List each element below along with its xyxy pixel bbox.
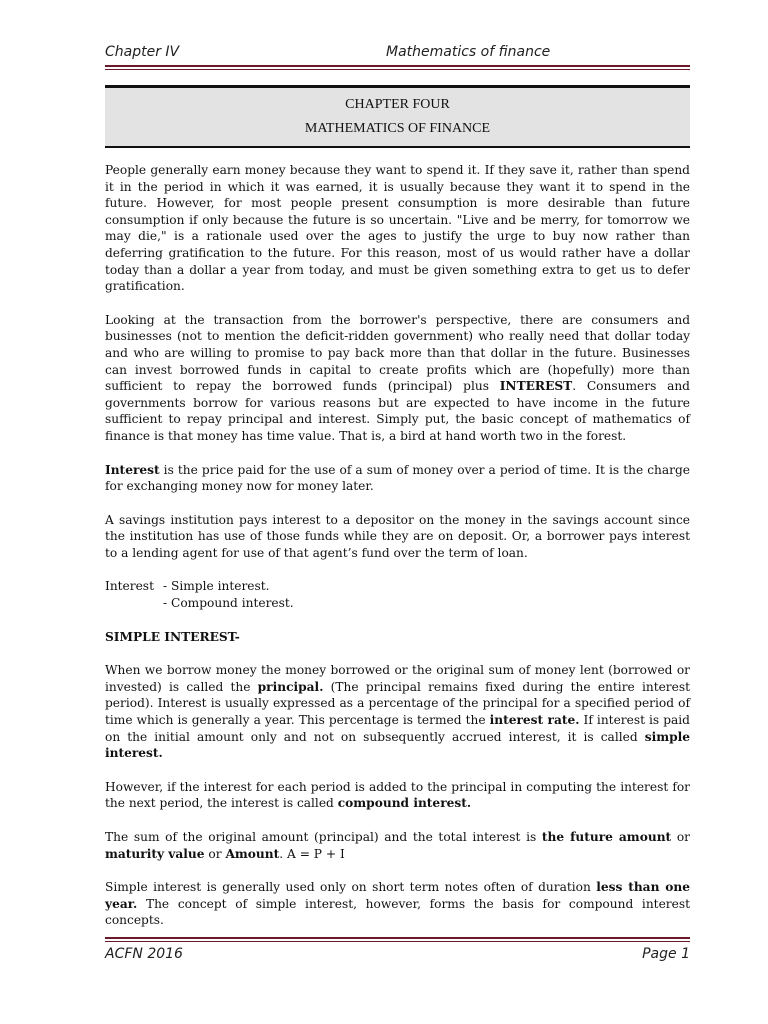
body-text — [105, 162, 690, 946]
paragraph-borrower: Looking at the transaction from the borrower's perspective, there are consumers and businesses (not to mention the deficit-ridden government) who really need that dollar today and who are willing to promise to pay back more than that dollar in the future. Businesses can invest borrowed funds in capital to create profits which are (hopefully) more than sufficient to repay the borrowed funds (principal) plus INTEREST. Consumers and governments borrow for various reasons but are expected to have income in the future sufficient to repay principal and interest. Simply put, the basic concept of mathematics of finance is that money has time value. That is, a bird at hand worth two in the forest. — [105, 312, 690, 443]
footer-page-number: Page 1 — [642, 946, 690, 962]
header-topic: Mathematics of finance — [386, 44, 551, 60]
chapter-title-box — [105, 85, 690, 148]
paragraph-principal: When we borrow money the money borrowed or the original sum of money lent (borrowed or invested) is called the principal. (The principal remains fixed during the entire interest period). Interest is usually expressed as a percentage of the principal for a specified period of time which is generally a year. This percentage is termed the interest rate. If interest is paid on the initial amount only and not on subsequently accrued interest, it is called simple interest. — [105, 663, 690, 761]
header-rule — [105, 65, 690, 67]
paragraph-interest-definition: Interest is the price paid for the use of a sum of money over a period of time. It is the charge for exchanging money now for money later. — [105, 462, 690, 494]
chapter-number: CHAPTER FOUR — [345, 97, 450, 112]
list-item: - Compound interest. — [163, 596, 294, 611]
section-heading: SIMPLE INTEREST- — [105, 629, 240, 644]
list-label: Interest — [105, 579, 154, 594]
paragraph-savings: A savings institution pays interest to a depositor on the money in the savings account since the institution has use of those funds while they are on deposit. Or, a borrower pays interest to a lending agent for use of that agent’s fund over the term of loan. — [105, 512, 690, 560]
paragraph-short-term: Simple interest is generally used only on short term notes often of duration less than one year. The concept of simple interest, however, forms the basis for compound interest concepts. — [105, 880, 690, 928]
list-item: - Simple interest. — [163, 579, 270, 594]
footer-course: ACFN 2016 — [105, 946, 183, 962]
header-chapter: Chapter IV — [105, 44, 180, 60]
footer-rule — [105, 937, 690, 939]
paragraph-intro: People generally earn money because they want to spend it. If they save it, rather than spend it in the period in which it was earned, it is usually because they want it to spend in the future. However, for most people present consumption is more desirable than future consumption if only because the future is so uncertain. "Live and be merry, for tomorrow we may die," is a rationale used over the ages to justify the urge to buy now rather than deferring gratification to the future. For this reason, most of us would rather have a dollar today than a dollar a year from today, and must be given something extra to get us to defer gratification. — [105, 163, 690, 294]
chapter-title: MATHEMATICS OF FINANCE — [304, 121, 491, 136]
interest-types-list — [105, 578, 690, 611]
header-rule-thin — [105, 69, 690, 70]
footer-rule-thin — [105, 941, 690, 942]
paragraph-compound: However, if the interest for each period is added to the principal in computing the interest for the next period, the interest is called compound interest. — [105, 779, 690, 811]
paragraph-future-amount: The sum of the original amount (principal) and the total interest is the future amount or maturity value or Amount. A = P + I — [105, 830, 690, 861]
